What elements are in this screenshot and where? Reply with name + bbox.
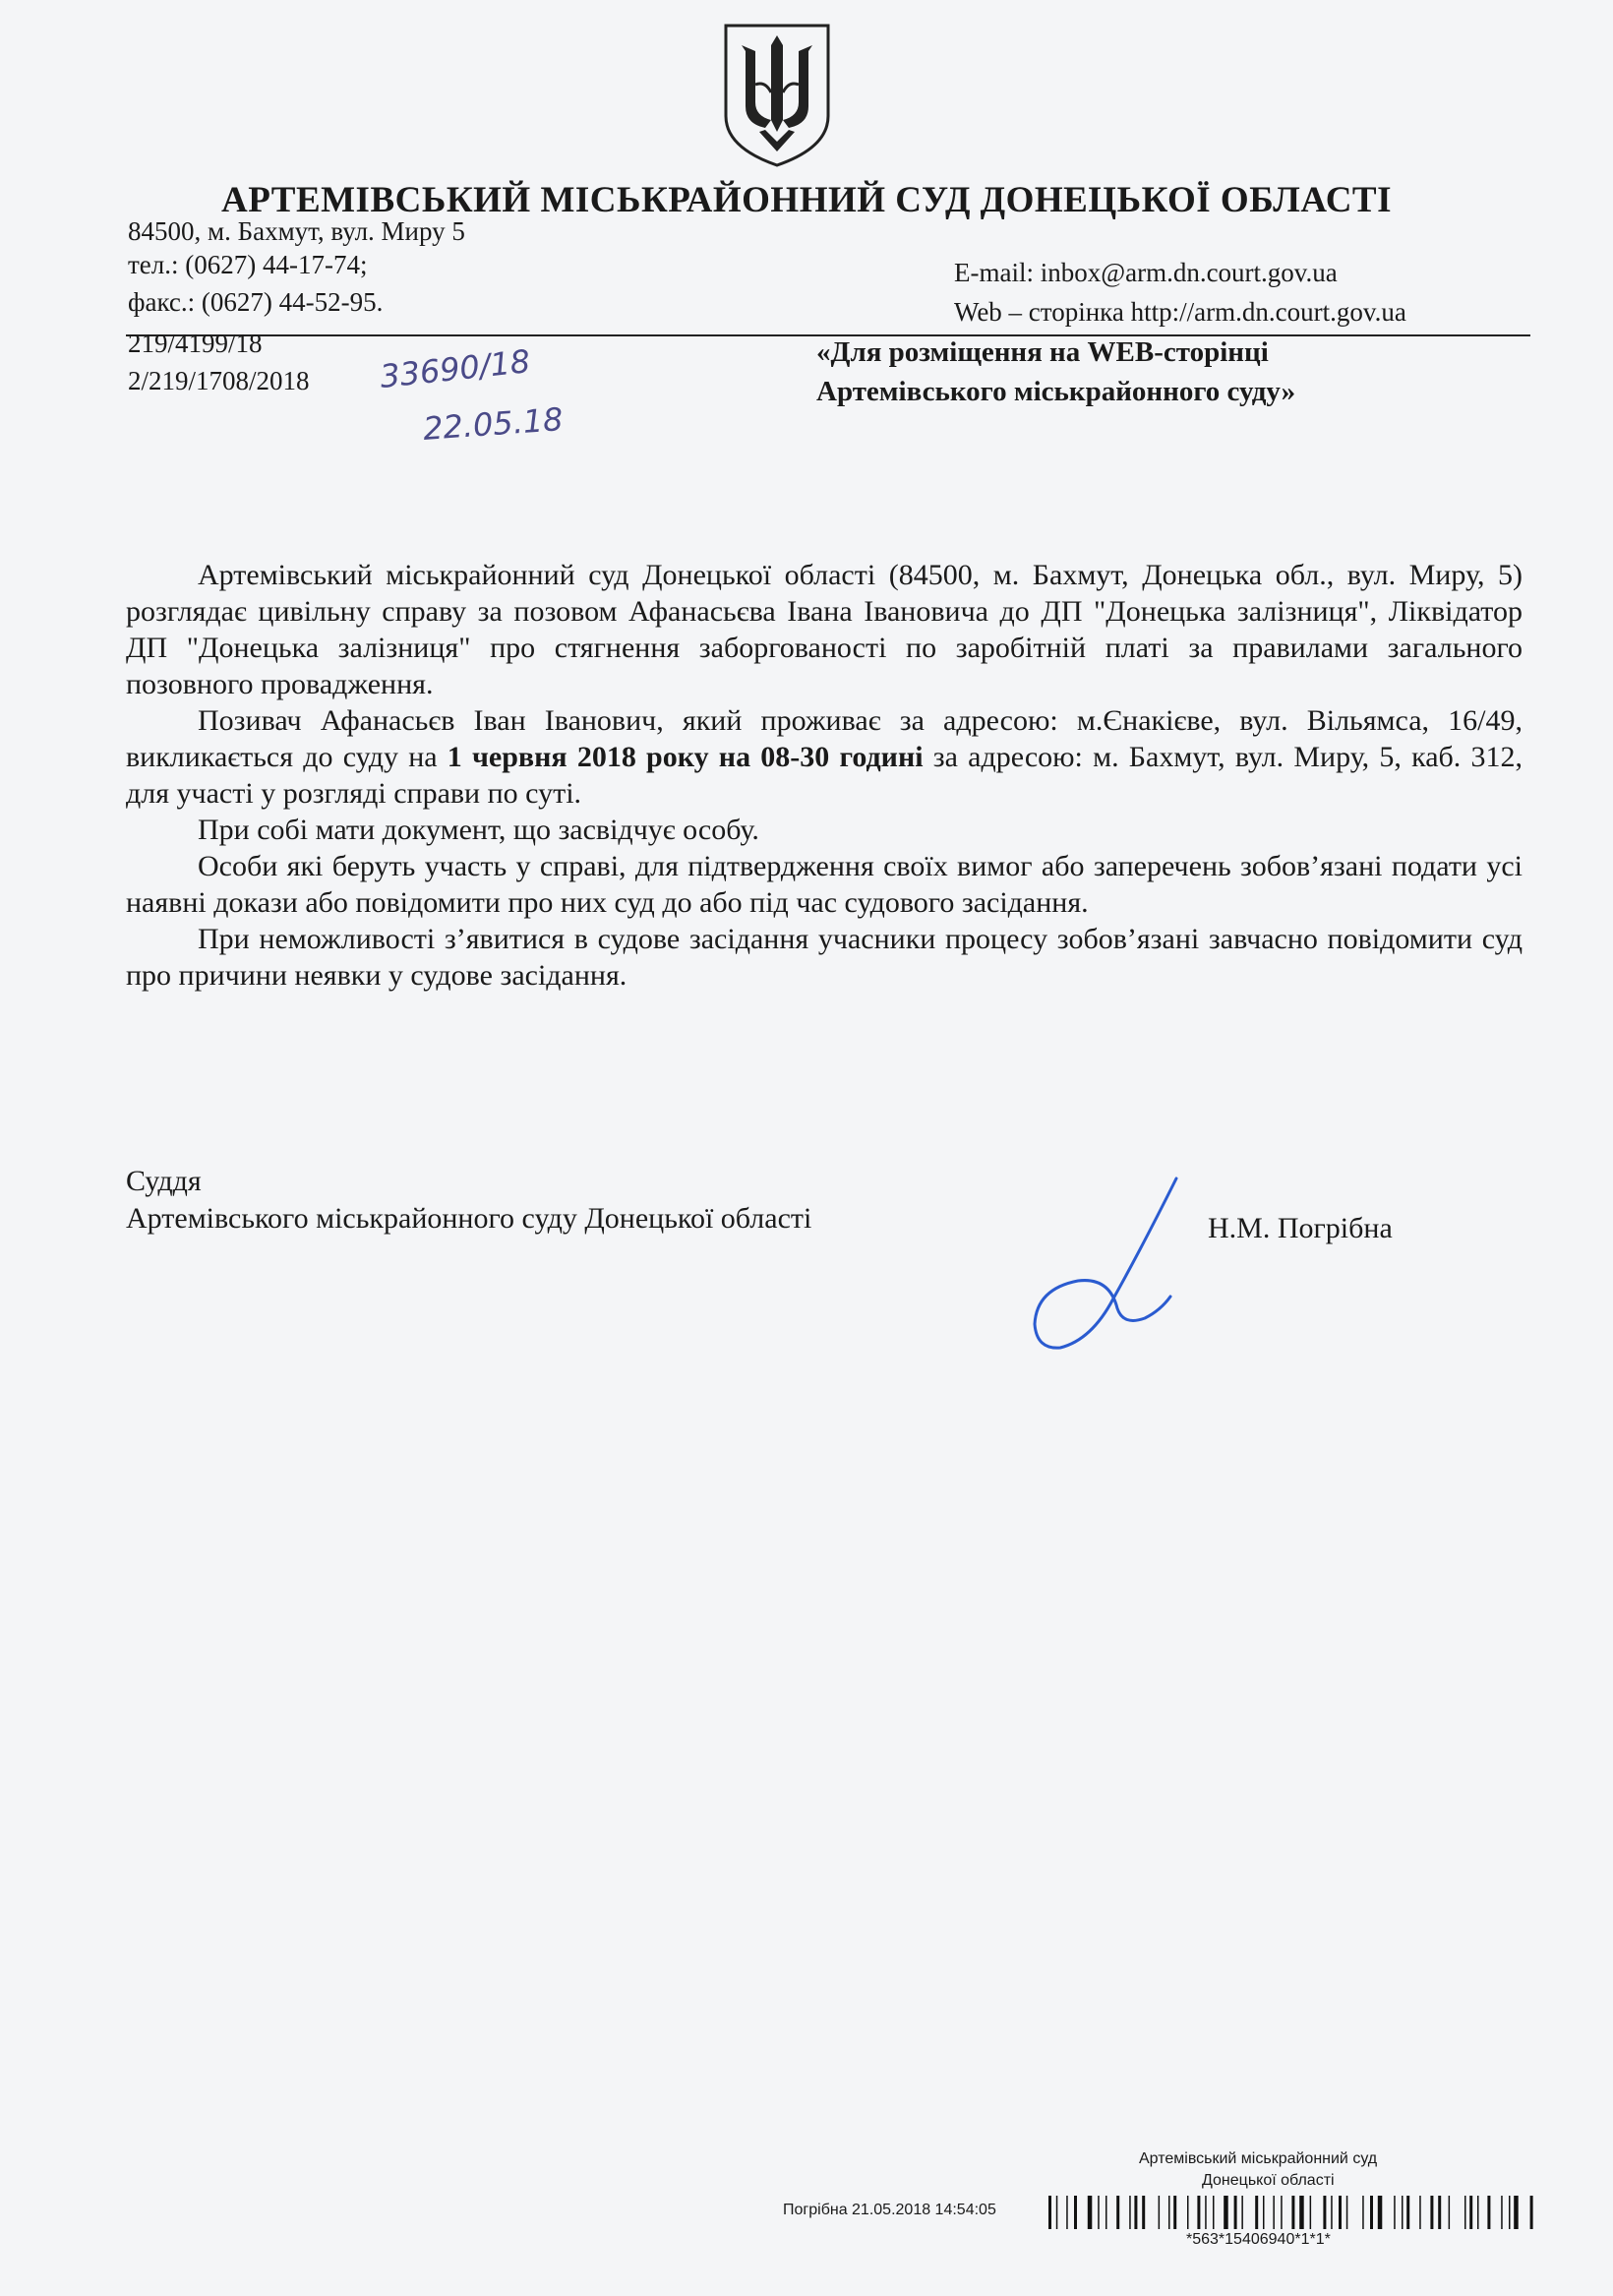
barcode-bar bbox=[1224, 2196, 1228, 2229]
stamp-timestamp: Погрібна 21.05.2018 14:54:05 bbox=[783, 2202, 996, 2218]
barcode-bar bbox=[1438, 2196, 1441, 2229]
barcode-bar bbox=[1187, 2196, 1189, 2229]
barcode-bar bbox=[1514, 2196, 1519, 2229]
web-publication-note bbox=[816, 332, 1295, 411]
barcode-bar bbox=[1056, 2196, 1058, 2229]
paragraph-id-document: При собі мати документ, що засвідчує особу. bbox=[198, 814, 759, 846]
web-note-line-1: «Для розміщення на WEB-сторінці bbox=[816, 336, 1269, 368]
paragraph-absence-notice: При неможливості з’явитися в судове засідання учасники процесу зобов’язані завчасно повідомити суд про причини неявки у судове засідання. bbox=[126, 923, 1523, 992]
barcode-bar bbox=[1197, 2196, 1200, 2229]
barcode-bar bbox=[1234, 2196, 1237, 2229]
barcode-bar bbox=[1213, 2196, 1215, 2229]
barcode-bar bbox=[1173, 2196, 1176, 2229]
barcode-bar bbox=[1339, 2196, 1342, 2229]
court-email: E-mail: inbox@arm.dn.court.gov.ua bbox=[954, 258, 1338, 287]
barcode-bar bbox=[1241, 2196, 1243, 2229]
barcode-bar bbox=[1487, 2196, 1490, 2229]
barcode-bar bbox=[1394, 2196, 1396, 2229]
summons-body bbox=[126, 557, 1523, 994]
barcode-bar bbox=[1291, 2196, 1294, 2229]
barcode-bar bbox=[1159, 2196, 1161, 2229]
barcode-text: *563*15406940*1*1* bbox=[1186, 2231, 1331, 2248]
barcode-bar bbox=[1419, 2196, 1421, 2229]
barcode-bar bbox=[1501, 2196, 1503, 2229]
court-website: Web – сторінка http://arm.dn.court.gov.ua bbox=[954, 297, 1406, 327]
barcode-bar bbox=[1116, 2196, 1119, 2229]
barcode-bar bbox=[1509, 2196, 1511, 2229]
court-fax: факс.: (0627) 44-52-95. bbox=[128, 287, 384, 317]
barcode-bar bbox=[1346, 2196, 1348, 2229]
barcode-bar bbox=[1168, 2196, 1170, 2229]
barcode-bar bbox=[1048, 2196, 1051, 2229]
barcode-bar bbox=[1134, 2196, 1137, 2229]
court-phone: тел.: (0627) 44-17-74; bbox=[128, 250, 368, 279]
trident-emblem-icon bbox=[720, 22, 834, 169]
barcode-bar bbox=[1105, 2196, 1107, 2229]
barcode-bar bbox=[1406, 2196, 1409, 2229]
barcode-bar bbox=[1263, 2196, 1265, 2229]
barcode-bar bbox=[1299, 2196, 1304, 2229]
barcode-bar bbox=[1402, 2196, 1404, 2229]
paragraph-summons bbox=[126, 702, 1523, 812]
barcode-bar bbox=[1088, 2196, 1093, 2229]
barcode-bar bbox=[1281, 2196, 1283, 2229]
barcode-bar bbox=[1530, 2196, 1533, 2229]
hearing-date-time: 1 червня 2018 року на 08-30 годині bbox=[447, 741, 924, 773]
judge-title-line-1: Суддя bbox=[126, 1165, 202, 1197]
barcode-bar bbox=[1129, 2196, 1131, 2229]
barcode-bar bbox=[1477, 2196, 1479, 2229]
barcode-bar bbox=[1331, 2196, 1333, 2229]
barcode-bar bbox=[1362, 2196, 1364, 2229]
barcode-bar bbox=[1205, 2196, 1207, 2229]
handwritten-signature bbox=[1023, 1171, 1220, 1358]
stamp-court-line-2: Донецької області bbox=[1202, 2172, 1335, 2189]
summons-text-start: Позивач Афанасьєв Іван Іванович, який проживає за адресою: м.Єнакієве, вул. Вільямса, 16/49, викликається до суду на bbox=[126, 704, 1523, 773]
barcode-bar bbox=[1469, 2196, 1472, 2229]
judge-name: Н.М. Погрібна bbox=[1208, 1212, 1393, 1244]
barcode-bar bbox=[1098, 2196, 1100, 2229]
case-number-1: 219/4199/18 bbox=[128, 329, 263, 358]
paragraph-case-description: Артемівський міськрайонний суд Донецької області (84500, м. Бахмут, Донецька обл., вул. Миру, 5) розглядає цивільну справу за позовом Афанасьєва Івана Івановича до ДП "Донецька залізниця", Ліквідатор ДП "Донецька залізниця" про стягнення заборгованості по заробітній платі за правилами загального позовного провадження. bbox=[126, 559, 1523, 700]
summons-text-end: за адресою: м. Бахмут, вул. Миру, 5, каб. 312, для участі у розгляді справи по суті. bbox=[126, 741, 1523, 810]
barcode-bar bbox=[1464, 2196, 1466, 2229]
barcode-bar bbox=[1323, 2196, 1326, 2229]
court-title: АРТЕМІВСЬКИЙ МІСЬКРАЙОННИЙ СУД ДОНЕЦЬКОЇ ОБЛАСТІ bbox=[221, 180, 1392, 220]
handwritten-incoming-number: 33690/18 bbox=[378, 342, 532, 395]
judge-title-line-2: Артемівського міськрайонного суду Донецької області bbox=[126, 1202, 812, 1235]
web-note-line-2: Артемівського міськрайонного суду» bbox=[816, 376, 1296, 407]
paragraph-evidence: Особи які беруть участь у справі, для підтвердження своїх вимог або заперечень зобов’язані подати усі наявні докази або повідомити про них суд до або під час судового засідання. bbox=[126, 850, 1523, 919]
judge-title bbox=[126, 1163, 811, 1238]
court-address: 84500, м. Бахмут, вул. Миру 5 bbox=[128, 216, 465, 246]
case-number-2: 2/219/1708/2018 bbox=[128, 366, 310, 395]
barcode-bar bbox=[1074, 2196, 1077, 2229]
barcode-bar bbox=[1142, 2196, 1145, 2229]
barcode-bar bbox=[1370, 2196, 1373, 2229]
barcode-bar bbox=[1066, 2196, 1068, 2229]
barcode-bar bbox=[1273, 2196, 1275, 2229]
barcode-bar bbox=[1310, 2196, 1312, 2229]
barcode-icon bbox=[1046, 2196, 1534, 2229]
handwritten-incoming-date: 22.05.18 bbox=[421, 400, 565, 448]
barcode-bar bbox=[1378, 2196, 1383, 2229]
barcode-bar bbox=[1449, 2196, 1451, 2229]
barcode-bar bbox=[1430, 2196, 1433, 2229]
barcode-bar bbox=[1255, 2196, 1258, 2229]
stamp-court-line-1: Артемівський міськрайонний суд bbox=[1139, 2150, 1378, 2167]
